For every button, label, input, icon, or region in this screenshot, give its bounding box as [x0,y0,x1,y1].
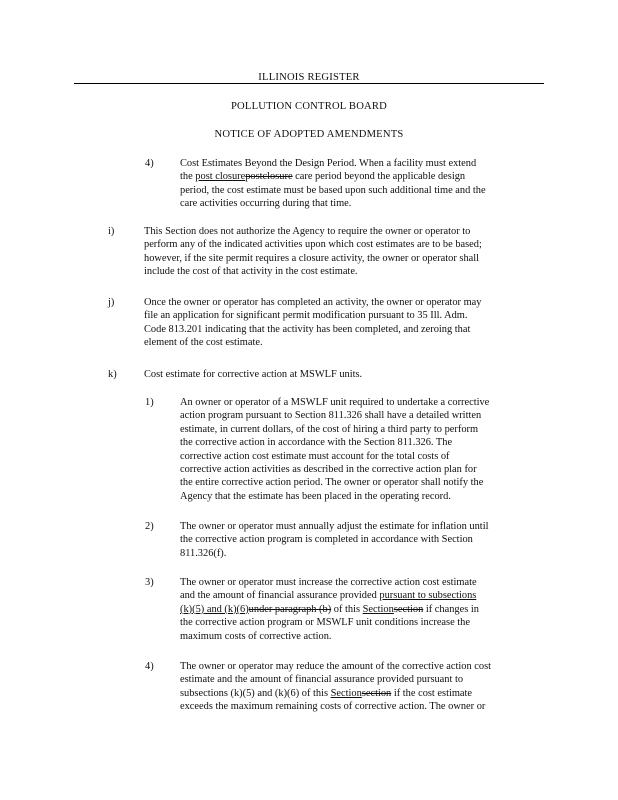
item-k1-line: Agency that the estimate has been placed in the operating record. [180,490,451,502]
item-j-line: element of the cost estimate. [144,337,263,349]
text-run: the [180,171,196,183]
item-k-text: Cost estimate for corrective action at MSWLF units. [144,369,363,380]
text-run: if the cost estimate [391,687,473,699]
inserted-text: pursuant to subsections [379,590,477,602]
item-j-line: Code 813.201 indicating that the activity has been completed, and zeroing that [144,323,471,335]
text-run: of this [331,603,363,615]
item-i-line: however, if the site permit requires a closure activity, the owner or operator shall [144,252,480,264]
item-k1-line: action program pursuant to Section 811.326 shall have a detailed written [180,410,482,422]
item-k1-line: An owner or operator of a MSWLF unit required to undertake a corrective [180,397,490,408]
inserted-text: post closure [195,171,246,183]
item-j-label: j) [108,297,115,308]
header-rule [74,83,544,84]
item-k2-text [180,520,488,560]
item-k4-line: The owner or operator may reduce the amount of the corrective action cost [180,661,492,672]
deleted-text: section [361,687,392,699]
item-k1-text [180,396,489,503]
item-4-line: period, the cost estimate must be based upon such additional time and the [180,184,486,196]
register-title: ILLINOIS REGISTER [258,72,360,83]
inserted-text: Section [362,603,394,615]
item-k3-text [180,576,479,643]
item-4-line: care activities occurring during that time. [180,198,352,210]
board-title: POLLUTION CONTROL BOARD [230,101,388,112]
item-k2-line: 811.326(f). [180,547,227,559]
inserted-text: (k)(5) and (k)(6) [180,603,249,615]
item-i-line: perform any of the indicated activities upon which cost estimates are to be based; [144,239,482,251]
item-k1-line: corrective action cost estimate must account for the total costs of [180,450,450,462]
item-k2-label: 2) [145,521,154,532]
item-k3-line [180,589,479,602]
deleted-text: under paragraph (b) [248,603,332,615]
item-k1-line: the entire corrective action period. The owner or operator shall notify the [180,477,484,489]
item-i-label: i) [108,226,115,237]
item-k1-label: 1) [145,397,154,408]
item-j-line: Once the owner or operator has completed an activity, the owner or operator may [144,297,482,308]
item-k4-line: estimate and the amount of financial assurance provided pursuant to [180,674,464,686]
item-j-text [144,296,481,350]
notice-title: NOTICE OF ADOPTED AMENDMENTS [214,129,404,140]
item-k-label: k) [108,369,117,380]
item-i-line: include the cost of that activity in the cost estimate. [144,266,358,278]
item-k3-label: 3) [145,577,154,588]
item-k2-line: The owner or operator must annually adjust the estimate for inflation until [180,521,489,532]
item-4-line [180,170,486,183]
text-run: if changes in [423,603,479,615]
item-k1-line: estimate, in current dollars, of the cost of hiring a third party to perform [180,423,479,435]
deleted-text: postclosure [245,171,293,183]
item-4-label: 4) [145,158,154,169]
item-k1-line: the corrective action in accordance with the Section 811.326. The [180,437,453,449]
item-k3-line: maximum costs of corrective action. [180,630,332,642]
item-4-text [180,157,486,211]
item-k3-line [180,603,479,616]
item-i-text [144,225,482,279]
item-i-line: This Section does not authorize the Agency to require the owner or operator to [144,226,471,237]
item-k3-line: the corrective action program or MSWLF unit conditions increase the [180,617,470,629]
item-k4-line: exceeds the maximum remaining costs of corrective action. The owner or [180,701,486,713]
item-k2-line: the corrective action program is completed in accordance with Section [180,534,473,546]
inserted-text: Section [330,687,362,699]
item-k4-text [180,660,491,714]
text-run: care period beyond the applicable design [292,171,466,183]
item-j-line: file an application for significant permit modification pursuant to 35 Ill. Adm. [144,310,468,322]
item-k1-line: corrective action activities as described in the corrective action plan for [180,464,477,476]
item-k3-line: The owner or operator must increase the corrective action cost estimate [180,577,477,588]
item-4-line: Cost Estimates Beyond the Design Period. When a facility must extend [180,158,477,169]
text-run: and the amount of financial assurance provided [180,590,380,602]
item-k4-label: 4) [145,661,154,672]
deleted-text: section [393,603,424,615]
text-run: subsections (k)(5) and (k)(6) of this [180,687,331,699]
item-k4-line [180,687,491,700]
